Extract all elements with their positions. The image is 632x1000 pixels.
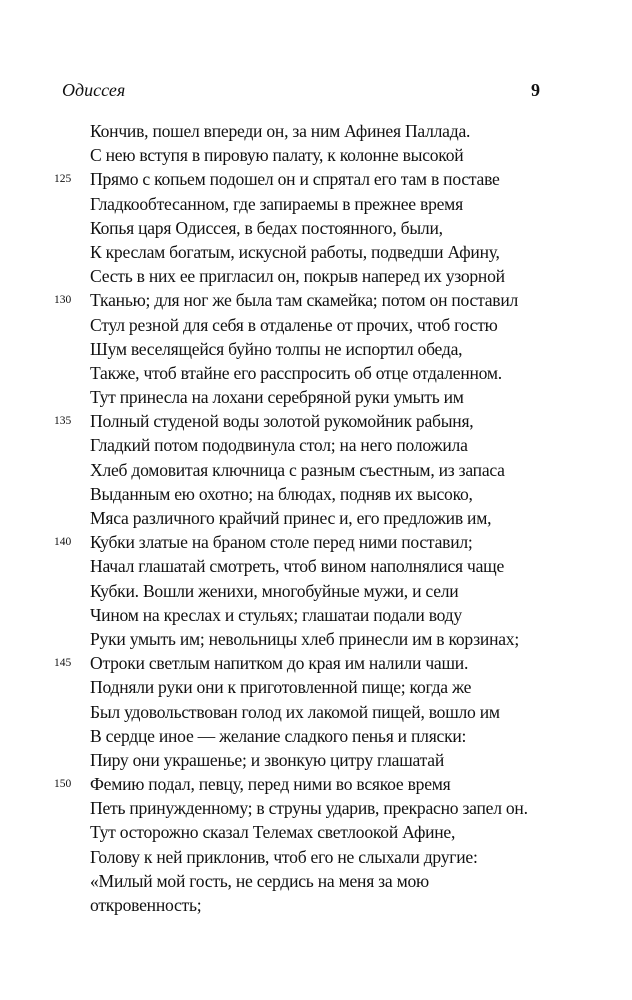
line-text: Тут осторожно сказал Телемах светлоокой Афине, [90,822,456,843]
line-text: Также, чтоб втайне его расспросить об отце отдаленном. [90,362,502,383]
verse-line [0,119,632,143]
page-number: 9 [531,80,540,100]
line-text: Тут принесла на лохани серебряной руки умыть им [90,387,464,408]
verse-line [0,579,632,603]
line-number: 130 [54,294,72,307]
verse-line [0,796,632,820]
line-number: 150 [54,778,72,791]
line-text: Начал глашатай смотреть, чтоб вином наполнялися чаще [90,556,505,577]
verse-line [0,530,632,554]
line-text: Подняли руки они к приготовленной пище; когда же [90,677,472,698]
verse-line [0,216,632,240]
line-text: Руки умыть им; невольницы хлеб принесли им в корзинах; [90,628,519,649]
verse-line [0,361,632,385]
verse-line [0,603,632,627]
verse-line [0,845,632,869]
verse-line [0,433,632,457]
line-text: Чином на креслах и стульях; глашатаи подали воду [90,604,462,625]
line-text: Пиру они украшенье; и звонкую цитру глашатай [90,749,444,770]
poem-text [0,119,632,917]
verse-line [0,167,632,191]
running-head [62,80,540,108]
verse-line [0,748,632,772]
verse-line [0,385,632,409]
line-text: Выданным ею охотно; на блюдах, подняв их высоко, [90,483,473,504]
line-text: Гладкий потом пододвинула стол; на него положила [90,435,468,456]
verse-line [0,724,632,748]
line-text: Мяса различного крайчий принес и, его предложив им, [90,508,492,528]
line-text: Шум веселящейся буйно толпы не испортил обеда, [90,338,463,359]
line-text: Кончив, пошел впереди он, за ним Афинея Паллада. [90,121,471,141]
line-text: Полный студеной воды золотой рукомойник рабыня, [90,411,474,432]
verse-line [0,506,632,530]
line-text: Кубки златые на браном столе перед ними поставил; [90,532,473,553]
verse-line [0,675,632,699]
line-text: Был удовольствован голод их лакомой пищей, вошло им [90,701,500,722]
line-text: В сердце иное — желание сладкого пенья и пляски: [90,725,467,746]
line-text: К креслам богатым, искусной работы, подведши Афину, [90,241,500,262]
verse-line [0,482,632,506]
verse-line [0,458,632,482]
line-number: 140 [54,536,72,549]
verse-line [0,313,632,337]
verse-line [0,627,632,651]
verse-line [0,264,632,288]
line-text: Сесть в них ее пригласил он, покрыв наперед их узорной [90,266,505,287]
line-text: Стул резной для себя в отдаленье от прочих, чтоб гостю [90,314,498,335]
line-text: Кубки. Вошли женихи, многобуйные мужи, и сели [90,580,459,601]
line-text: Петь принужденному; в струны ударив, прекрасно запел он. [90,798,528,819]
line-text: Тканью; для ног же была там скамейка; потом он поставил [90,290,519,311]
verse-line [0,772,632,796]
line-number: 145 [54,657,72,670]
verse-line [0,651,632,675]
verse-line [0,240,632,264]
line-text: Гладкообтесанном, где запираемы в прежнее время [90,193,463,214]
line-text: Копья царя Одиссея, в бедах постоянного, были, [90,217,443,238]
running-title: Одиссея [62,80,126,100]
verse-line [0,893,632,917]
verse-line [0,820,632,844]
line-text: С нею вступя в пировую палату, к колонне высокой [90,145,464,166]
line-number: 135 [54,415,72,428]
line-text: откровенность; [90,895,202,915]
line-text: Голову к ней приклонив, чтоб его не слыхали другие: [90,846,478,867]
verse-line [0,337,632,361]
verse-line [0,409,632,433]
line-text: Фемию подал, певцу, перед ними во всякое время [90,774,451,795]
verse-line [0,288,632,312]
verse-line [0,700,632,724]
verse-line [0,143,632,167]
line-number: 125 [54,173,72,186]
line-text: «Милый мой гость, не сердись на меня за мою [90,870,429,891]
line-text: Хлеб домовитая ключница с разным съестным, из запаса [90,459,505,480]
line-text: Прямо с копьем подошел он и спрятал его там в поставе [90,169,500,190]
verse-line [0,869,632,893]
verse-line [0,192,632,216]
verse-line [0,554,632,578]
line-text: Отроки светлым напитком до края им налили чаши. [90,653,469,674]
